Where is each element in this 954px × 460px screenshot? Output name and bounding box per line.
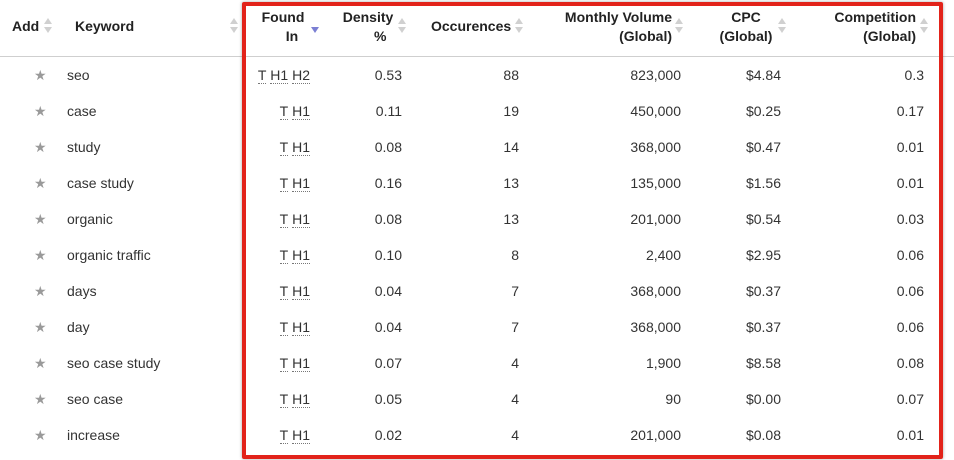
found-in-cell bbox=[250, 345, 310, 381]
keyword-cell: seo bbox=[67, 67, 90, 83]
found-in-tag[interactable]: T bbox=[257, 67, 267, 83]
keyword-cell: case bbox=[67, 103, 97, 119]
volume-cell: 368,000 bbox=[630, 283, 681, 299]
cpc-cell: $0.54 bbox=[745, 211, 781, 227]
sort-arrows-icon[interactable] bbox=[778, 18, 786, 34]
cpc-cell: $1.56 bbox=[745, 175, 781, 191]
keyword-cell: seo case bbox=[67, 391, 124, 407]
found-in-tag[interactable]: H1 bbox=[292, 103, 310, 119]
found-in-tag[interactable]: H1 bbox=[292, 391, 310, 407]
sort-desc-icon[interactable] bbox=[311, 27, 319, 33]
density-cell: 0.11 bbox=[375, 103, 402, 119]
competition-cell: 0.01 bbox=[896, 175, 924, 191]
volume-cell: 135,000 bbox=[630, 175, 681, 191]
keyword-cell: days bbox=[67, 283, 97, 299]
found-in-cell bbox=[250, 201, 310, 237]
density-cell: 0.16 bbox=[374, 175, 402, 191]
column-header-competition-line2: (Global) bbox=[863, 28, 916, 44]
found-in-cell bbox=[250, 309, 310, 345]
column-header-volume-line1: Monthly Volume bbox=[564, 9, 672, 25]
star-icon[interactable]: ★ bbox=[34, 67, 47, 83]
competition-cell: 0.3 bbox=[904, 67, 924, 83]
found-in-tag[interactable]: T bbox=[279, 283, 289, 299]
cpc-cell: $0.08 bbox=[745, 427, 781, 443]
found-in-tag[interactable]: H1 bbox=[292, 175, 310, 191]
star-icon[interactable]: ★ bbox=[34, 247, 47, 263]
column-header-found-line1: Found bbox=[261, 9, 305, 25]
density-cell: 0.04 bbox=[374, 283, 402, 299]
star-icon[interactable]: ★ bbox=[34, 211, 47, 227]
volume-cell: 823,000 bbox=[630, 67, 681, 83]
found-in-tag[interactable]: H1 bbox=[292, 283, 310, 299]
volume-cell: 90 bbox=[665, 391, 681, 407]
occurences-cell: 4 bbox=[511, 391, 519, 407]
table-row bbox=[0, 93, 954, 129]
column-header-competition[interactable] bbox=[810, 8, 916, 46]
volume-cell: 1,900 bbox=[645, 355, 681, 371]
table-row bbox=[0, 417, 954, 453]
table-row bbox=[0, 201, 954, 237]
table-row bbox=[0, 309, 954, 345]
found-in-tag[interactable]: T bbox=[279, 427, 289, 443]
competition-cell: 0.06 bbox=[896, 247, 924, 263]
found-in-cell bbox=[250, 93, 310, 129]
column-header-competition-line1: Competition bbox=[834, 9, 916, 25]
found-in-tag[interactable]: H1 bbox=[270, 67, 289, 83]
found-in-cell bbox=[250, 237, 310, 273]
found-in-tag[interactable]: H1 bbox=[292, 355, 310, 371]
keyword-cell: organic bbox=[67, 211, 113, 227]
density-cell: 0.08 bbox=[374, 211, 402, 227]
cpc-cell: $4.84 bbox=[745, 67, 781, 83]
sort-arrows-icon[interactable] bbox=[44, 18, 52, 34]
volume-cell: 368,000 bbox=[630, 319, 681, 335]
column-header-cpc[interactable] bbox=[716, 8, 776, 46]
volume-cell: 368,000 bbox=[630, 139, 681, 155]
column-header-density-line2: % bbox=[374, 28, 387, 44]
sort-arrows-icon[interactable] bbox=[515, 18, 523, 34]
density-cell: 0.07 bbox=[374, 355, 402, 371]
density-cell: 0.02 bbox=[374, 427, 402, 443]
found-in-tag[interactable]: H1 bbox=[292, 211, 310, 227]
cpc-cell: $0.37 bbox=[745, 283, 781, 299]
star-icon[interactable]: ★ bbox=[34, 103, 47, 119]
occurences-cell: 7 bbox=[511, 319, 519, 335]
cpc-cell: $0.00 bbox=[745, 391, 781, 407]
sort-arrows-icon[interactable] bbox=[230, 18, 238, 34]
density-cell: 0.10 bbox=[374, 247, 402, 263]
column-header-occurences[interactable]: Occurences bbox=[431, 18, 512, 34]
column-header-monthly-volume[interactable] bbox=[540, 8, 672, 46]
cpc-cell: $8.58 bbox=[745, 355, 781, 371]
competition-cell: 0.01 bbox=[896, 427, 924, 443]
found-in-tag[interactable]: T bbox=[279, 319, 289, 335]
sort-arrows-icon[interactable] bbox=[675, 18, 683, 34]
competition-cell: 0.06 bbox=[896, 319, 924, 335]
table-row bbox=[0, 381, 954, 417]
found-in-cell bbox=[250, 57, 310, 93]
column-header-add[interactable]: Add bbox=[12, 18, 40, 34]
column-header-density[interactable] bbox=[340, 8, 396, 46]
found-in-tag[interactable]: H2 bbox=[292, 67, 310, 83]
column-header-keyword[interactable]: Keyword bbox=[75, 18, 135, 34]
keyword-cell: seo case study bbox=[67, 355, 161, 371]
table-row bbox=[0, 129, 954, 165]
found-in-cell bbox=[250, 165, 310, 201]
cpc-cell: $0.25 bbox=[745, 103, 781, 119]
occurences-cell: 4 bbox=[511, 427, 519, 443]
star-icon[interactable]: ★ bbox=[34, 391, 47, 407]
star-icon[interactable]: ★ bbox=[34, 319, 47, 335]
cpc-cell: $0.37 bbox=[745, 319, 781, 335]
star-icon[interactable]: ★ bbox=[34, 175, 47, 191]
cpc-cell: $0.47 bbox=[745, 139, 781, 155]
occurences-cell: 13 bbox=[503, 175, 519, 191]
found-in-cell bbox=[250, 381, 310, 417]
occurences-cell: 13 bbox=[503, 211, 519, 227]
star-icon[interactable]: ★ bbox=[34, 427, 47, 443]
found-in-cell bbox=[250, 273, 310, 309]
found-in-tag[interactable]: T bbox=[279, 247, 289, 263]
volume-cell: 2,400 bbox=[645, 247, 681, 263]
found-in-tag[interactable]: H1 bbox=[292, 427, 310, 443]
competition-cell: 0.06 bbox=[896, 283, 924, 299]
column-header-volume-line2: (Global) bbox=[619, 28, 672, 44]
table-row bbox=[0, 273, 954, 309]
found-in-tag[interactable]: T bbox=[279, 211, 289, 227]
competition-cell: 0.07 bbox=[896, 391, 924, 407]
table-row bbox=[0, 57, 954, 93]
found-in-tag[interactable]: T bbox=[279, 391, 289, 407]
found-in-cell bbox=[250, 129, 310, 165]
keyword-cell: study bbox=[67, 139, 101, 155]
found-in-tag[interactable]: T bbox=[279, 139, 289, 155]
star-icon[interactable]: ★ bbox=[34, 139, 47, 155]
keyword-cell: organic traffic bbox=[67, 247, 151, 263]
column-header-cpc-line2: (Global) bbox=[719, 28, 773, 44]
found-in-cell bbox=[250, 417, 310, 453]
density-cell: 0.04 bbox=[374, 319, 402, 335]
occurences-cell: 4 bbox=[511, 355, 519, 371]
keyword-cell: increase bbox=[67, 427, 120, 443]
competition-cell: 0.01 bbox=[896, 139, 924, 155]
volume-cell: 201,000 bbox=[630, 211, 681, 227]
star-icon[interactable]: ★ bbox=[34, 283, 47, 299]
occurences-cell: 7 bbox=[511, 283, 519, 299]
star-icon[interactable]: ★ bbox=[34, 355, 47, 371]
found-in-tag[interactable]: T bbox=[279, 103, 289, 119]
density-cell: 0.53 bbox=[374, 67, 402, 83]
occurences-cell: 8 bbox=[511, 247, 519, 263]
found-in-tag[interactable]: H1 bbox=[292, 247, 310, 263]
column-header-cpc-line1: CPC bbox=[731, 9, 761, 25]
competition-cell: 0.03 bbox=[896, 211, 924, 227]
sort-arrows-icon[interactable] bbox=[398, 18, 406, 34]
occurences-cell: 14 bbox=[503, 139, 519, 155]
keyword-cell: case study bbox=[67, 175, 134, 191]
sort-arrows-icon[interactable] bbox=[920, 18, 928, 34]
competition-cell: 0.08 bbox=[896, 355, 924, 371]
competition-cell: 0.17 bbox=[896, 103, 924, 119]
column-header-found-line2: In bbox=[285, 28, 299, 44]
occurences-cell: 88 bbox=[503, 67, 519, 83]
table-header bbox=[0, 0, 954, 57]
volume-cell: 450,000 bbox=[630, 103, 681, 119]
column-header-density-line1: Density bbox=[342, 9, 394, 25]
occurences-cell: 19 bbox=[503, 103, 519, 119]
density-cell: 0.05 bbox=[374, 391, 402, 407]
table-row bbox=[0, 345, 954, 381]
table-row bbox=[0, 165, 954, 201]
cpc-cell: $2.95 bbox=[745, 247, 781, 263]
table-row bbox=[0, 237, 954, 273]
density-cell: 0.08 bbox=[374, 139, 402, 155]
keyword-cell: day bbox=[67, 319, 90, 335]
found-in-tag[interactable]: T bbox=[279, 175, 289, 191]
volume-cell: 201,000 bbox=[630, 427, 681, 443]
found-in-tag[interactable]: H1 bbox=[292, 139, 310, 155]
found-in-tag[interactable]: H1 bbox=[292, 319, 310, 335]
column-header-found-in[interactable] bbox=[258, 8, 308, 46]
found-in-tag[interactable]: T bbox=[279, 355, 289, 371]
